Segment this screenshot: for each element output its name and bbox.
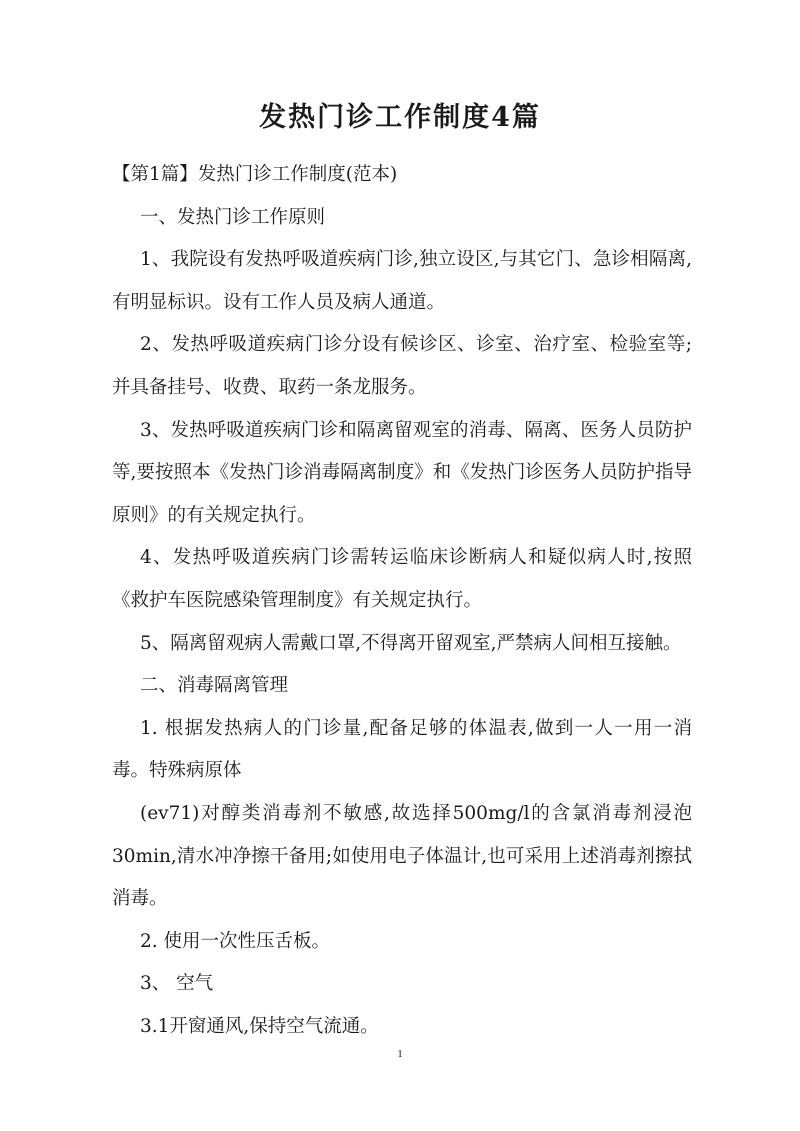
document-title: 发热门诊工作制度4篇: [259, 102, 541, 133]
page-number: 1: [397, 1048, 403, 1060]
document-body: [112, 154, 692, 1048]
paragraph: (ev71)对醇类消毒剂不敏感,故选择500mg/l的含氯消毒剂浸泡30min,清水冲净擦干备用;如使用电子体温计,也可采用上述消毒剂擦拭消毒。: [112, 802, 692, 910]
paragraph: 3、 空气: [140, 973, 214, 995]
paragraph: 1. 根据发热病人的门诊量,配备足够的体温表,做到一人一用一消毒。特殊病原体: [112, 717, 692, 782]
paragraph: 2、发热呼吸道疾病门诊分设有候诊区、诊室、治疗室、检验室等;并具备挂号、收费、取药一条龙服务。: [112, 334, 692, 398]
paragraph: 1、我院设有发热呼吸道疾病门诊,独立设区,与其它门、急诊相隔离,有明显标识。设有工作人员及病人通道。: [112, 249, 692, 313]
paragraph: 3.1开窗通风,保持空气流通。: [140, 1015, 379, 1037]
subsection-heading: 二、消毒隔离管理: [140, 675, 289, 697]
paragraph: 5、隔离留观病人需戴口罩,不得离开留观室,严禁病人间相互接触。: [140, 632, 682, 654]
section-heading: 【第1篇】发热门诊工作制度(范本): [112, 164, 398, 185]
paragraph: 3、发热呼吸道疾病门诊和隔离留观室的消毒、隔离、医务人员防护等,要按照本《发热门诊消毒隔离制度》和《发热门诊医务人员防护指导原则》的有关规定执行。: [112, 419, 692, 526]
subsection-heading: 一、发热门诊工作原则: [140, 206, 326, 228]
paragraph: 4、发热呼吸道疾病门诊需转运临床诊断病人和疑似病人时,按照《救护车医院感染管理制度》有关规定执行。: [112, 547, 692, 611]
paragraph: 2. 使用一次性压舌板。: [140, 930, 331, 952]
